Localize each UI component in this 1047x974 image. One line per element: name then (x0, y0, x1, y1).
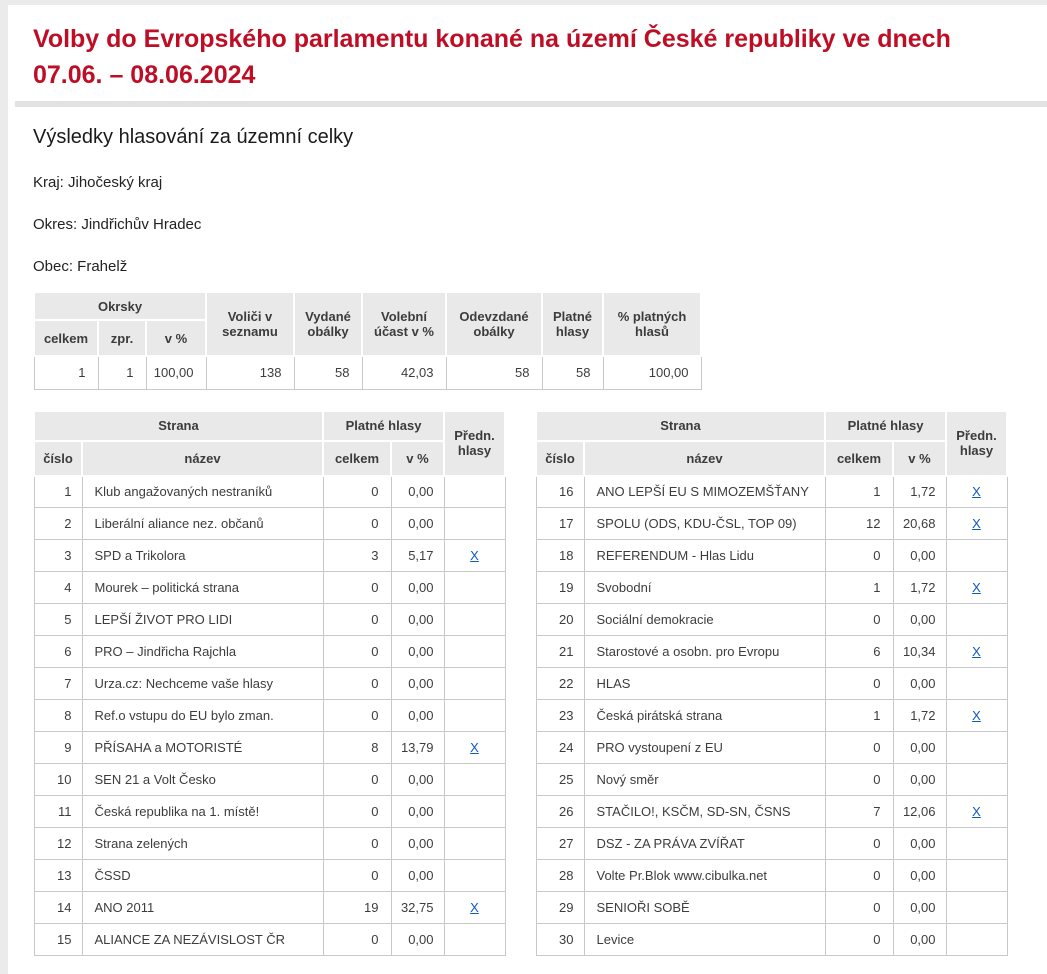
party-votes-total: 0 (323, 828, 391, 860)
preferential-votes-cell (444, 476, 505, 508)
party-votes-total: 0 (323, 668, 391, 700)
party-number: 15 (34, 924, 82, 956)
preferential-votes-link[interactable]: X (972, 516, 981, 531)
col-header-nazev: název (584, 441, 825, 476)
party-row (536, 668, 1007, 700)
preferential-votes-link[interactable]: X (470, 548, 479, 563)
party-votes-pct: 20,68 (893, 508, 946, 540)
party-number: 30 (536, 924, 584, 956)
preferential-votes-link[interactable]: X (972, 804, 981, 819)
party-row (536, 924, 1007, 956)
party-row (34, 572, 505, 604)
preferential-votes-cell (444, 572, 505, 604)
party-votes-total: 0 (825, 732, 893, 764)
party-votes-pct: 0,00 (391, 860, 444, 892)
preferential-votes-cell (946, 540, 1007, 572)
party-number: 10 (34, 764, 82, 796)
preferential-votes-cell (946, 732, 1007, 764)
party-row (536, 828, 1007, 860)
party-name: Česká republika na 1. místě! (82, 796, 323, 828)
col-header-cislo: číslo (34, 441, 82, 476)
party-name: HLAS (584, 668, 825, 700)
party-number: 29 (536, 892, 584, 924)
col-header-okrsky-zpr: zpr. (98, 320, 146, 356)
party-votes-pct: 0,00 (893, 764, 946, 796)
col-header-strana: Strana (536, 411, 825, 441)
preferential-votes-cell (946, 636, 1007, 668)
party-number: 5 (34, 604, 82, 636)
party-votes-pct: 10,34 (893, 636, 946, 668)
preferential-votes-cell (444, 828, 505, 860)
party-name: Liberální aliance nez. občanů (82, 508, 323, 540)
col-header-strana: Strana (34, 411, 323, 441)
party-number: 16 (536, 476, 584, 508)
party-row (536, 508, 1007, 540)
party-name: ANO 2011 (82, 892, 323, 924)
party-number: 24 (536, 732, 584, 764)
party-number: 17 (536, 508, 584, 540)
party-row (536, 572, 1007, 604)
party-name: Strana zelených (82, 828, 323, 860)
preferential-votes-cell (444, 604, 505, 636)
party-votes-total: 0 (825, 860, 893, 892)
party-votes-pct: 0,00 (893, 860, 946, 892)
summary-table (33, 291, 702, 390)
party-votes-total: 0 (323, 700, 391, 732)
party-number: 23 (536, 700, 584, 732)
party-name: Klub angažovaných nestraníků (82, 476, 323, 508)
party-name: STAČILO!, KSČM, SD-SN, ČSNS (584, 796, 825, 828)
region-line: Kraj: Jihočeský kraj (33, 174, 163, 191)
party-name: Sociální demokracie (584, 604, 825, 636)
party-votes-pct: 0,00 (391, 764, 444, 796)
preferential-votes-cell (946, 828, 1007, 860)
preferential-votes-cell (444, 636, 505, 668)
page-title (33, 21, 1027, 93)
party-name: Mourek – politická strana (82, 572, 323, 604)
preferential-votes-cell (444, 924, 505, 956)
party-votes-pct: 0,00 (893, 540, 946, 572)
preferential-votes-cell (946, 924, 1007, 956)
page-title-line2: 07.06. – 08.06.2024 (33, 61, 256, 89)
party-votes-total: 3 (323, 540, 391, 572)
col-header-odevzdane-obalky: Odevzdané obálky (446, 292, 542, 356)
party-votes-pct: 1,72 (893, 572, 946, 604)
col-header-celkem: celkem (825, 441, 893, 476)
party-name: SENIOŘI SOBĚ (584, 892, 825, 924)
party-votes-pct: 0,00 (391, 828, 444, 860)
col-header-platne-hlasy: Platné hlasy (825, 411, 946, 441)
party-number: 13 (34, 860, 82, 892)
preferential-votes-cell (946, 796, 1007, 828)
party-number: 20 (536, 604, 584, 636)
value-vydane-obalky: 58 (294, 356, 362, 389)
party-name: ALIANCE ZA NEZÁVISLOST ČR (82, 924, 323, 956)
preferential-votes-cell (444, 540, 505, 572)
col-header-platne-hlasy: Platné hlasy (542, 292, 603, 356)
party-name: Levice (584, 924, 825, 956)
party-votes-pct: 0,00 (391, 700, 444, 732)
preferential-votes-cell (946, 860, 1007, 892)
party-votes-pct: 5,17 (391, 540, 444, 572)
party-row (536, 796, 1007, 828)
party-row (34, 636, 505, 668)
party-row (536, 604, 1007, 636)
party-name: Volte Pr.Blok www.cibulka.net (584, 860, 825, 892)
preferential-votes-cell (946, 476, 1007, 508)
party-row (34, 604, 505, 636)
party-name: Nový směr (584, 764, 825, 796)
party-votes-total: 0 (323, 796, 391, 828)
party-votes-pct: 13,79 (391, 732, 444, 764)
party-votes-total: 0 (323, 604, 391, 636)
party-votes-pct: 0,00 (391, 636, 444, 668)
party-row (34, 508, 505, 540)
col-header-cislo: číslo (536, 441, 584, 476)
party-votes-pct: 0,00 (391, 604, 444, 636)
party-row (34, 732, 505, 764)
value-volebni-ucast: 42,03 (362, 356, 446, 389)
value-odevzdane-obalky: 58 (446, 356, 542, 389)
party-votes-pct: 0,00 (391, 572, 444, 604)
party-votes-total: 0 (323, 636, 391, 668)
party-number: 12 (34, 828, 82, 860)
preferential-votes-cell (444, 796, 505, 828)
party-votes-pct: 0,00 (391, 476, 444, 508)
party-row (34, 764, 505, 796)
col-header-predn-hlasy: Předn. hlasy (946, 411, 1007, 476)
preferential-votes-cell (946, 508, 1007, 540)
party-row (34, 476, 505, 508)
party-votes-pct: 0,00 (893, 892, 946, 924)
party-votes-total: 8 (323, 732, 391, 764)
party-row (536, 732, 1007, 764)
preferential-votes-cell (946, 604, 1007, 636)
party-number: 21 (536, 636, 584, 668)
party-name: LEPŠÍ ŽIVOT PRO LIDI (82, 604, 323, 636)
col-header-predn-hlasy: Předn. hlasy (444, 411, 505, 476)
preferential-votes-cell (444, 668, 505, 700)
party-row (536, 476, 1007, 508)
party-votes-total: 0 (825, 668, 893, 700)
party-votes-total: 0 (323, 572, 391, 604)
party-votes-total: 0 (323, 924, 391, 956)
party-row (34, 700, 505, 732)
party-row (536, 860, 1007, 892)
party-row (536, 700, 1007, 732)
party-votes-total: 1 (825, 700, 893, 732)
value-okrsky-v-pct: 100,00 (146, 356, 206, 389)
party-row (536, 636, 1007, 668)
party-row (34, 924, 505, 956)
party-votes-pct: 32,75 (391, 892, 444, 924)
party-votes-pct: 0,00 (391, 796, 444, 828)
preferential-votes-link[interactable]: X (470, 900, 479, 915)
party-number: 1 (34, 476, 82, 508)
party-votes-total: 1 (825, 476, 893, 508)
party-number: 11 (34, 796, 82, 828)
party-votes-total: 0 (323, 764, 391, 796)
party-votes-pct: 1,72 (893, 476, 946, 508)
party-number: 8 (34, 700, 82, 732)
party-number: 18 (536, 540, 584, 572)
preferential-votes-cell (444, 860, 505, 892)
party-votes-pct: 0,00 (893, 828, 946, 860)
value-volici-v-seznamu: 138 (206, 356, 294, 389)
horizontal-divider (15, 101, 1047, 107)
party-votes-total: 1 (825, 572, 893, 604)
preferential-votes-cell (946, 764, 1007, 796)
party-row (34, 668, 505, 700)
party-number: 25 (536, 764, 584, 796)
party-votes-pct: 0,00 (893, 604, 946, 636)
party-number: 4 (34, 572, 82, 604)
col-header-okrsky-celkem: celkem (34, 320, 98, 356)
preferential-votes-link[interactable]: X (470, 740, 479, 755)
party-number: 26 (536, 796, 584, 828)
col-header-volebni-ucast: Volební účast v % (362, 292, 446, 356)
party-votes-total: 6 (825, 636, 893, 668)
party-name: Svobodní (584, 572, 825, 604)
col-header-volici-v-seznamu: Voliči v seznamu (206, 292, 294, 356)
col-header-nazev: název (82, 441, 323, 476)
party-name: Česká pirátská strana (584, 700, 825, 732)
party-row (536, 892, 1007, 924)
party-votes-pct: 0,00 (893, 668, 946, 700)
party-votes-total: 0 (825, 540, 893, 572)
col-header-pct-platnych-hlasu: % platných hlasů (603, 292, 701, 356)
preferential-votes-cell (946, 700, 1007, 732)
section-title: Výsledky hlasování za územní celky (33, 126, 354, 148)
preferential-votes-cell (444, 892, 505, 924)
preferential-votes-link[interactable]: X (972, 708, 981, 723)
district-line: Okres: Jindřichův Hradec (33, 216, 202, 233)
preferential-votes-cell (946, 668, 1007, 700)
preferential-votes-cell (444, 764, 505, 796)
preferential-votes-cell (444, 508, 505, 540)
party-votes-pct: 0,00 (391, 924, 444, 956)
party-votes-total: 0 (825, 924, 893, 956)
party-votes-total: 0 (825, 828, 893, 860)
col-header-celkem: celkem (323, 441, 391, 476)
party-votes-total: 0 (825, 892, 893, 924)
party-votes-pct: 12,06 (893, 796, 946, 828)
preferential-votes-link[interactable]: X (972, 484, 981, 500)
party-votes-total: 0 (323, 508, 391, 540)
party-votes-total: 19 (323, 892, 391, 924)
col-header-platne-hlasy: Platné hlasy (323, 411, 444, 441)
party-number: 28 (536, 860, 584, 892)
page-title-line1: Volby do Evropského parlamentu konané na území České republiky ve dnech (33, 25, 951, 53)
party-row (536, 764, 1007, 796)
party-votes-total: 0 (323, 476, 391, 508)
party-name: PRO – Jindřicha Rajchla (82, 636, 323, 668)
party-number: 27 (536, 828, 584, 860)
party-name: REFERENDUM - Hlas Lidu (584, 540, 825, 572)
party-name: ČSSD (82, 860, 323, 892)
preferential-votes-link[interactable]: X (972, 644, 981, 659)
col-header-okrsky: Okrsky (34, 292, 206, 320)
party-votes-pct: 0,00 (391, 668, 444, 700)
col-header-v-pct: v % (893, 441, 946, 476)
preferential-votes-cell (444, 732, 505, 764)
party-name: SEN 21 a Volt Česko (82, 764, 323, 796)
party-number: 3 (34, 540, 82, 572)
party-votes-total: 12 (825, 508, 893, 540)
party-votes-total: 0 (825, 604, 893, 636)
party-number: 7 (34, 668, 82, 700)
party-table-left (33, 410, 506, 957)
party-votes-total: 0 (825, 764, 893, 796)
party-number: 14 (34, 892, 82, 924)
party-row (34, 796, 505, 828)
page-content (8, 5, 1047, 974)
value-platne-hlasy: 58 (542, 356, 603, 389)
preferential-votes-cell (444, 700, 505, 732)
party-number: 6 (34, 636, 82, 668)
col-header-v-pct: v % (391, 441, 444, 476)
value-okrsky-zpr: 1 (98, 356, 146, 389)
party-row (34, 860, 505, 892)
party-votes-pct: 0,00 (893, 732, 946, 764)
party-name: PRO vystoupení z EU (584, 732, 825, 764)
preferential-votes-cell (946, 572, 1007, 604)
preferential-votes-link[interactable]: X (972, 580, 981, 595)
party-table-right (535, 410, 1008, 957)
value-pct-platnych-hlasu: 100,00 (603, 356, 701, 389)
party-row (34, 892, 505, 924)
party-votes-pct: 1,72 (893, 700, 946, 732)
party-name: SPD a Trikolora (82, 540, 323, 572)
col-header-vydane-obalky: Vydané obálky (294, 292, 362, 356)
party-number: 9 (34, 732, 82, 764)
party-row (34, 828, 505, 860)
party-votes-pct: 0,00 (391, 508, 444, 540)
preferential-votes-cell (946, 892, 1007, 924)
municipality-line: Obec: Frahelž (33, 258, 128, 275)
party-name: DSZ - ZA PRÁVA ZVÍŘAT (584, 828, 825, 860)
party-number: 2 (34, 508, 82, 540)
party-name: Urza.cz: Nechceme vaše hlasy (82, 668, 323, 700)
party-votes-total: 0 (323, 860, 391, 892)
party-name: Starostové a osobn. pro Evropu (584, 636, 825, 668)
party-name: PŘÍSAHA a MOTORISTÉ (82, 732, 323, 764)
value-okrsky-celkem: 1 (34, 356, 98, 389)
party-name: SPOLU (ODS, KDU-ČSL, TOP 09) (584, 508, 825, 540)
party-row (34, 540, 505, 572)
party-votes-total: 7 (825, 796, 893, 828)
party-row (536, 540, 1007, 572)
party-votes-pct: 0,00 (893, 924, 946, 956)
party-number: 22 (536, 668, 584, 700)
party-number: 19 (536, 572, 584, 604)
col-header-okrsky-v-pct: v % (146, 320, 206, 356)
party-name: ANO LEPŠÍ EU S MIMOZEMŠŤANY (584, 476, 825, 508)
party-name: Ref.o vstupu do EU bylo zman. (82, 700, 323, 732)
